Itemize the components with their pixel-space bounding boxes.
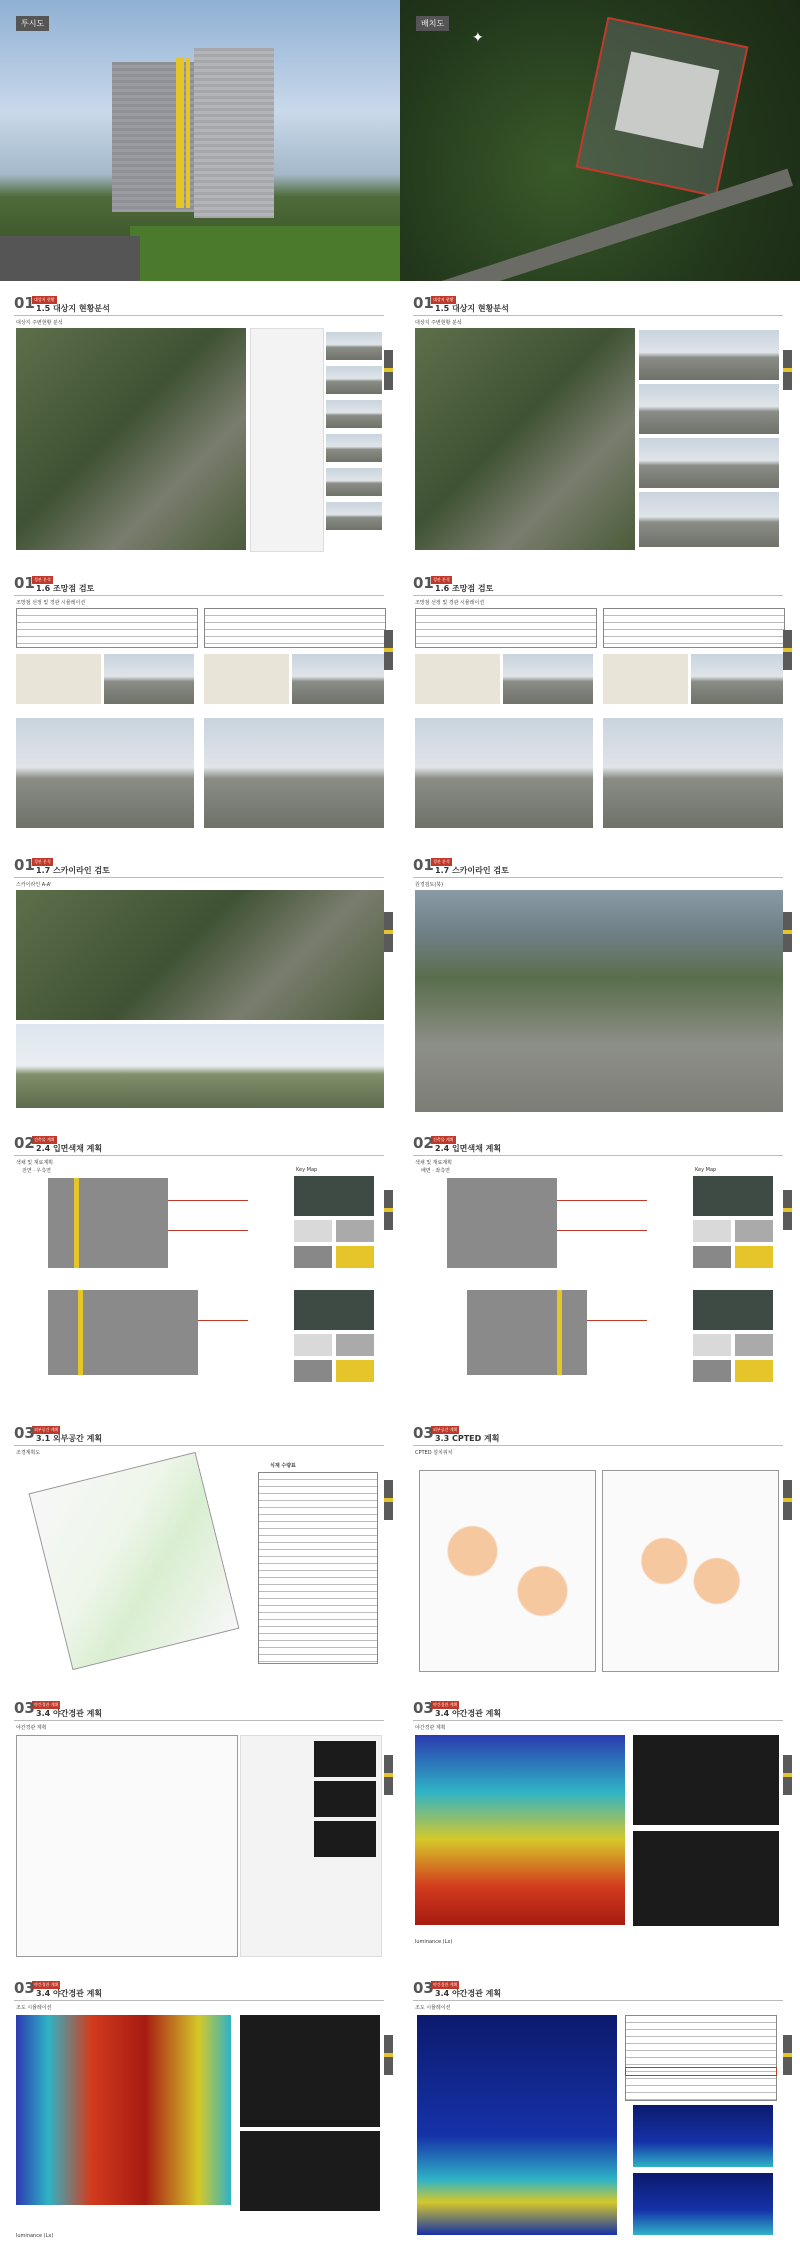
section-title: 1.6 조망점 검토 <box>36 584 95 593</box>
site-map <box>415 328 635 550</box>
section-number: 01 <box>413 856 434 874</box>
material-swatch-3 <box>693 1246 731 1268</box>
illuminance-map <box>415 1735 625 1925</box>
sub-heading: 스카이라인 A-A' <box>16 882 52 888</box>
key-map-label: Key Map <box>695 1167 717 1173</box>
elevation-2 <box>48 1290 198 1375</box>
sub-heading: 조망점 선정 및 경관 시뮬레이션 <box>16 600 86 606</box>
side-tab <box>384 1755 393 1795</box>
material-swatch-1 <box>693 1220 731 1242</box>
photo-5 <box>326 468 382 496</box>
section-number: 02 <box>413 1134 434 1152</box>
side-tab <box>384 1480 393 1520</box>
sub-heading: 야간경관 계획 <box>16 1725 47 1731</box>
section-chip: 외부공간 계획 <box>34 1427 59 1432</box>
section-title: 3.3 CPTED 계획 <box>435 1434 500 1443</box>
key-map-2 <box>603 654 688 704</box>
view-photo-1 <box>503 654 593 704</box>
sub-heading: CPTED 설치위치 <box>415 1450 453 1456</box>
title-rule <box>14 595 384 596</box>
page-3-1-left <box>8 1420 393 1688</box>
section-title: 2.4 입면색채 계획 <box>435 1144 502 1153</box>
material-swatch-4 <box>336 1246 374 1268</box>
simulation-photo-1 <box>415 718 593 828</box>
table-highlight <box>625 2067 777 2076</box>
side-tab <box>783 1755 792 1795</box>
illuminance-map <box>16 2015 231 2205</box>
night-photo-3 <box>314 1821 376 1857</box>
material-swatch-5 <box>294 1334 332 1356</box>
section-number: 03 <box>14 1699 35 1717</box>
section-title: 1.6 조망점 검토 <box>435 584 494 593</box>
illuminance-table <box>625 2015 777 2101</box>
section-number: 03 <box>413 1699 434 1717</box>
material-swatch-6 <box>336 1334 374 1356</box>
skyline-map <box>16 890 384 1020</box>
planting-quantity-table <box>258 1472 378 1664</box>
section-number: 03 <box>14 1424 35 1442</box>
view-photo-2 <box>292 654 384 704</box>
viewpoint-table-1 <box>16 608 198 648</box>
section-chip: 외부공간 계획 <box>433 1427 458 1432</box>
title-rule <box>413 1155 783 1156</box>
material-swatch-7 <box>294 1360 332 1382</box>
callout-line-3 <box>587 1320 647 1321</box>
simulation-photo-2 <box>204 718 384 828</box>
page-3-4-left-b <box>8 1975 393 2251</box>
photo-3 <box>639 438 779 488</box>
elevation-label: 전면 · 우측면 <box>22 1168 51 1174</box>
sub-heading: 색채 및 재료계획 <box>415 1160 452 1166</box>
section-chip: 건축물 계획 <box>34 1137 55 1142</box>
section-chip: 대상지 현황 <box>433 297 454 302</box>
view-photo-1 <box>104 654 194 704</box>
sub-heading: 조경계획도 <box>16 1450 41 1456</box>
side-tab <box>783 912 792 952</box>
landscape-plan <box>29 1452 240 1670</box>
elevation-label: 배면 · 좌측면 <box>421 1168 450 1174</box>
section-title: 3.4 야간경관 계획 <box>435 1989 502 1998</box>
material-swatch-1 <box>294 1220 332 1242</box>
road-diagonal <box>407 169 793 281</box>
page-1-7-left <box>8 852 393 1122</box>
title-rule <box>413 315 783 316</box>
title-rule <box>413 1445 783 1446</box>
key-map-render-2 <box>693 1290 773 1330</box>
section-number: 03 <box>14 1979 35 1997</box>
key-map-render-1 <box>693 1176 773 1216</box>
title-rule <box>14 877 384 878</box>
section-number: 01 <box>14 574 35 592</box>
title-rule <box>14 2000 384 2001</box>
section-title: 1.7 스카이라인 검토 <box>435 866 509 875</box>
title-rule <box>413 2000 783 2001</box>
yellow-stripe <box>557 1290 562 1375</box>
site-map <box>16 328 246 550</box>
hero-site-plan <box>400 0 800 281</box>
view-photo-2 <box>691 654 783 704</box>
simulation-photo-2 <box>603 718 783 828</box>
yellow-stripe <box>74 1178 79 1268</box>
lighting-plan <box>16 1735 238 1957</box>
lawn <box>130 226 400 281</box>
key-map-2 <box>204 654 289 704</box>
side-tab <box>384 630 393 670</box>
section-chip: 경관 분석 <box>34 859 51 864</box>
callout-line-2 <box>168 1230 248 1231</box>
photo-4 <box>639 492 779 547</box>
material-swatch-3 <box>294 1246 332 1268</box>
sub-heading: 대상지 주변현황 분석 <box>16 320 63 326</box>
night-render-2 <box>633 1831 779 1926</box>
building-side <box>194 48 274 218</box>
section-chip: 경관 분석 <box>34 577 51 582</box>
simulation-photo-1 <box>16 718 194 828</box>
section-title: 3.1 외부공간 계획 <box>36 1434 103 1443</box>
luminance-label: luminance (Lx) <box>415 1939 453 1945</box>
key-map-1 <box>16 654 101 704</box>
page-1-6-right <box>407 570 792 842</box>
facade-illuminance-render <box>417 2015 617 2235</box>
yellow-stripe-2 <box>78 1290 83 1375</box>
side-tab <box>384 350 393 390</box>
side-tab <box>783 2035 792 2075</box>
elevation-1 <box>48 1178 168 1268</box>
title-rule <box>14 1155 384 1156</box>
luminance-label: luminance (Lx) <box>16 2233 54 2239</box>
elevation-1 <box>447 1178 557 1268</box>
section-number: 01 <box>413 294 434 312</box>
side-tab <box>384 912 393 952</box>
key-map-render-1 <box>294 1176 374 1216</box>
elevation-2 <box>467 1290 587 1375</box>
night-photo-2 <box>314 1781 376 1817</box>
hero-right-tag: 배치도 <box>416 16 449 31</box>
material-swatch-8 <box>336 1360 374 1382</box>
section-title: 3.4 야간경관 계획 <box>36 1989 103 1998</box>
page-3-3-right <box>407 1420 792 1688</box>
page-2-4-left <box>8 1130 393 1402</box>
title-rule <box>14 1720 384 1721</box>
side-tab <box>384 2035 393 2075</box>
material-swatch-2 <box>735 1220 773 1242</box>
title-rule <box>14 315 384 316</box>
section-chip: 야간경관 계획 <box>433 1982 458 1987</box>
section-chip: 경관 분석 <box>433 577 450 582</box>
callout-line-1 <box>557 1200 647 1201</box>
section-chip: 야간경관 계획 <box>34 1982 59 1987</box>
section-title: 1.5 대상지 현황분석 <box>36 304 110 313</box>
page-1-5-right <box>407 290 792 560</box>
callout-line-3 <box>198 1320 248 1321</box>
photo-1 <box>639 330 779 380</box>
side-tab <box>384 1190 393 1230</box>
key-map-render-2 <box>294 1290 374 1330</box>
sub-heading: 대상지 주변현황 분석 <box>415 320 462 326</box>
material-swatch-5 <box>693 1334 731 1356</box>
photo-2 <box>326 366 382 394</box>
sub-heading: 색채 및 재료계획 <box>16 1160 53 1166</box>
title-rule <box>413 877 783 878</box>
cctv-plan-2 <box>602 1470 779 1672</box>
hero-left-tag: 투시도 <box>16 16 49 31</box>
compass-icon: ✦ <box>472 30 484 46</box>
section-number: 03 <box>413 1424 434 1442</box>
section-chip: 야간경관 계획 <box>34 1702 59 1707</box>
photo-4 <box>326 434 382 462</box>
page-3-4-right-a <box>407 1695 792 1967</box>
section-title: 2.4 입면색채 계획 <box>36 1144 103 1153</box>
material-swatch-8 <box>735 1360 773 1382</box>
sub-heading: 원경검토(북) <box>415 882 444 888</box>
callout-line-2 <box>557 1230 647 1231</box>
viewpoint-table-2 <box>204 608 386 648</box>
sub-heading: 야간경관 계획 <box>415 1725 446 1731</box>
photo-2 <box>639 384 779 434</box>
title-rule <box>413 595 783 596</box>
section-number: 01 <box>413 574 434 592</box>
yellow-stripe-2 <box>186 58 190 208</box>
illuminance-render-2 <box>633 2105 773 2167</box>
section-title: 1.7 스카이라인 검토 <box>36 866 110 875</box>
info-panel <box>250 328 324 552</box>
page-1-7-right <box>407 852 792 1122</box>
section-chip: 경관 분석 <box>433 859 450 864</box>
photo-6 <box>326 502 382 530</box>
page-3-4-right-b <box>407 1975 792 2251</box>
page-3-4-left-a <box>8 1695 393 1967</box>
viewpoint-table-1 <box>415 608 597 648</box>
side-tab <box>783 1190 792 1230</box>
road <box>0 236 140 281</box>
night-render-2 <box>240 2131 380 2211</box>
sub-heading: 조도 시뮬레이션 <box>16 2005 52 2011</box>
key-map-1 <box>415 654 500 704</box>
section-title: 1.5 대상지 현황분석 <box>435 304 509 313</box>
key-map-label: Key Map <box>296 1167 318 1173</box>
sub-heading: 조망점 선정 및 경관 시뮬레이션 <box>415 600 485 606</box>
yellow-stripe <box>176 58 184 208</box>
page-2-4-right <box>407 1130 792 1402</box>
section-number: 01 <box>14 294 35 312</box>
section-chip: 야간경관 계획 <box>433 1702 458 1707</box>
aerial-view <box>415 890 783 1112</box>
material-swatch-2 <box>336 1220 374 1242</box>
section-chip: 건축물 계획 <box>433 1137 454 1142</box>
legend-title: 식재 수량표 <box>270 1463 296 1469</box>
section-chip: 대상지 현황 <box>34 297 55 302</box>
viewpoint-table-2 <box>603 608 785 648</box>
photo-1 <box>326 332 382 360</box>
photo-3 <box>326 400 382 428</box>
page-1-5-left <box>8 290 393 560</box>
illuminance-render-3 <box>633 2173 773 2235</box>
skyline-section <box>16 1024 384 1108</box>
section-number: 01 <box>14 856 35 874</box>
callout-line-1 <box>168 1200 248 1201</box>
sub-heading: 조도 시뮬레이션 <box>415 2005 451 2011</box>
section-title: 3.4 야간경관 계획 <box>36 1709 103 1718</box>
section-number: 03 <box>413 1979 434 1997</box>
section-title: 3.4 야간경관 계획 <box>435 1709 502 1718</box>
side-tab <box>783 630 792 670</box>
title-rule <box>14 1445 384 1446</box>
side-tab <box>783 1480 792 1520</box>
night-photo-1 <box>314 1741 376 1777</box>
hero-perspective <box>0 0 400 281</box>
side-tab <box>783 350 792 390</box>
title-rule <box>413 1720 783 1721</box>
page-1-6-left <box>8 570 393 842</box>
section-number: 02 <box>14 1134 35 1152</box>
night-render-1 <box>240 2015 380 2127</box>
cctv-plan-1 <box>419 1470 596 1672</box>
material-swatch-7 <box>693 1360 731 1382</box>
night-render-1 <box>633 1735 779 1825</box>
material-swatch-4 <box>735 1246 773 1268</box>
material-swatch-6 <box>735 1334 773 1356</box>
